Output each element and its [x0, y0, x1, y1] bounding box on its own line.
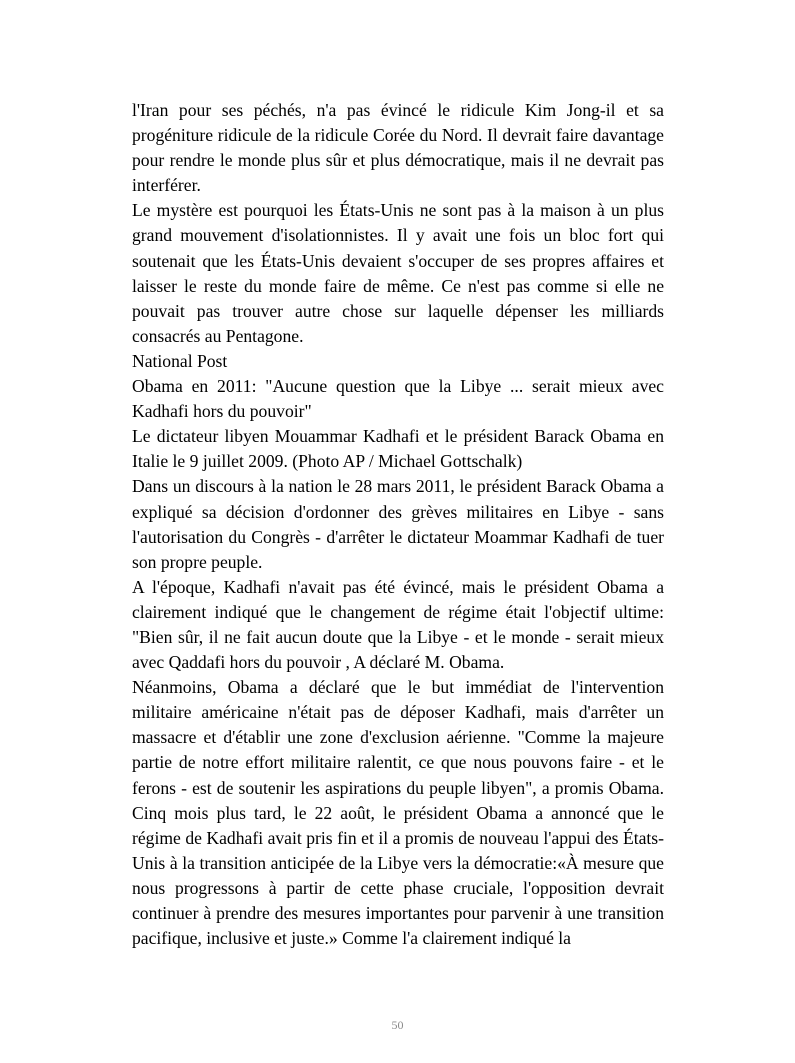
page-number: 50 [391, 1018, 404, 1032]
paragraph-regime-change: A l'époque, Kadhafi n'avait pas été évincé, mais le président Obama a clairement indiqué que le changement de régime était l'objectif ultime: "Bien sûr, il ne fait aucun doute que la Libye - et le monde - serait mieux avec Qaddafi hors du pouvoir , A déclaré M. Obama. [132, 576, 664, 673]
paragraph-isolationism: Le mystère est pourquoi les États-Unis ne sont pas à la maison à un plus grand mouvement d'isolationnistes. Il y avait une fois un bloc fort qui soutenait que les États-Unis devaient s'occuper de ses propres affaires et laisser le reste du monde faire de même. Ce n'est pas comme si elle ne pouvait pas trouver autre chose sur laquelle dépenser les milliards consacrés au Pentagone. [132, 200, 664, 346]
article-headline: Obama en 2011: "Aucune question que la Libye ... serait mieux avec Kadhafi hors du pouvoir" [132, 376, 664, 422]
paragraph-intervention: Néanmoins, Obama a déclaré que le but immédiat de l'intervention militaire américaine n'était pas de déposer Kadhafi, mais d'arrêter un massacre et d'établir une zone d'exclusion aérienne. "Comme la majeure partie de notre effort militaire ralentit, ce que nous pouvons faire - et le ferons - est de soutenir les aspirations du peuple libyen", a promis Obama. Cinq mois plus tard, le 22 août, le président Obama a annoncé que le régime de Kadhafi avait pris fin et il a promis de nouveau l'appui des États-Unis à la transition anticipée de la Libye vers la démocratie:«À mesure que nous progressons à partir de cette phase cruciale, l'opposition devrait continuer à prendre des mesures importantes pour parvenir à une transition pacifique, inclusive et juste.» Comme l'a clairement indiqué la [132, 677, 664, 949]
paragraph-speech: Dans un discours à la nation le 28 mars 2011, le président Barack Obama a expliqué sa décision d'ordonner des grèves militaires en Libye - sans l'autorisation du Congrès - d'arrêter le dictateur Moammar Kadhafi de tuer son propre peuple. [132, 476, 664, 572]
paragraph-iran-korea: l'Iran pour ses péchés, n'a pas évincé le ridicule Kim Jong-il et sa progéniture ridicule de la ridicule Corée du Nord. Il devrait faire davantage pour rendre le monde plus sûr et plus démocratique, mais il ne devrait pas interférer. [132, 100, 664, 196]
body-text [132, 98, 664, 951]
photo-caption: Le dictateur libyen Mouammar Kadhafi et le président Barack Obama en Italie le 9 juillet 2009. (Photo AP / Michael Gottschalk) [132, 426, 664, 472]
source-line: National Post [132, 350, 228, 371]
